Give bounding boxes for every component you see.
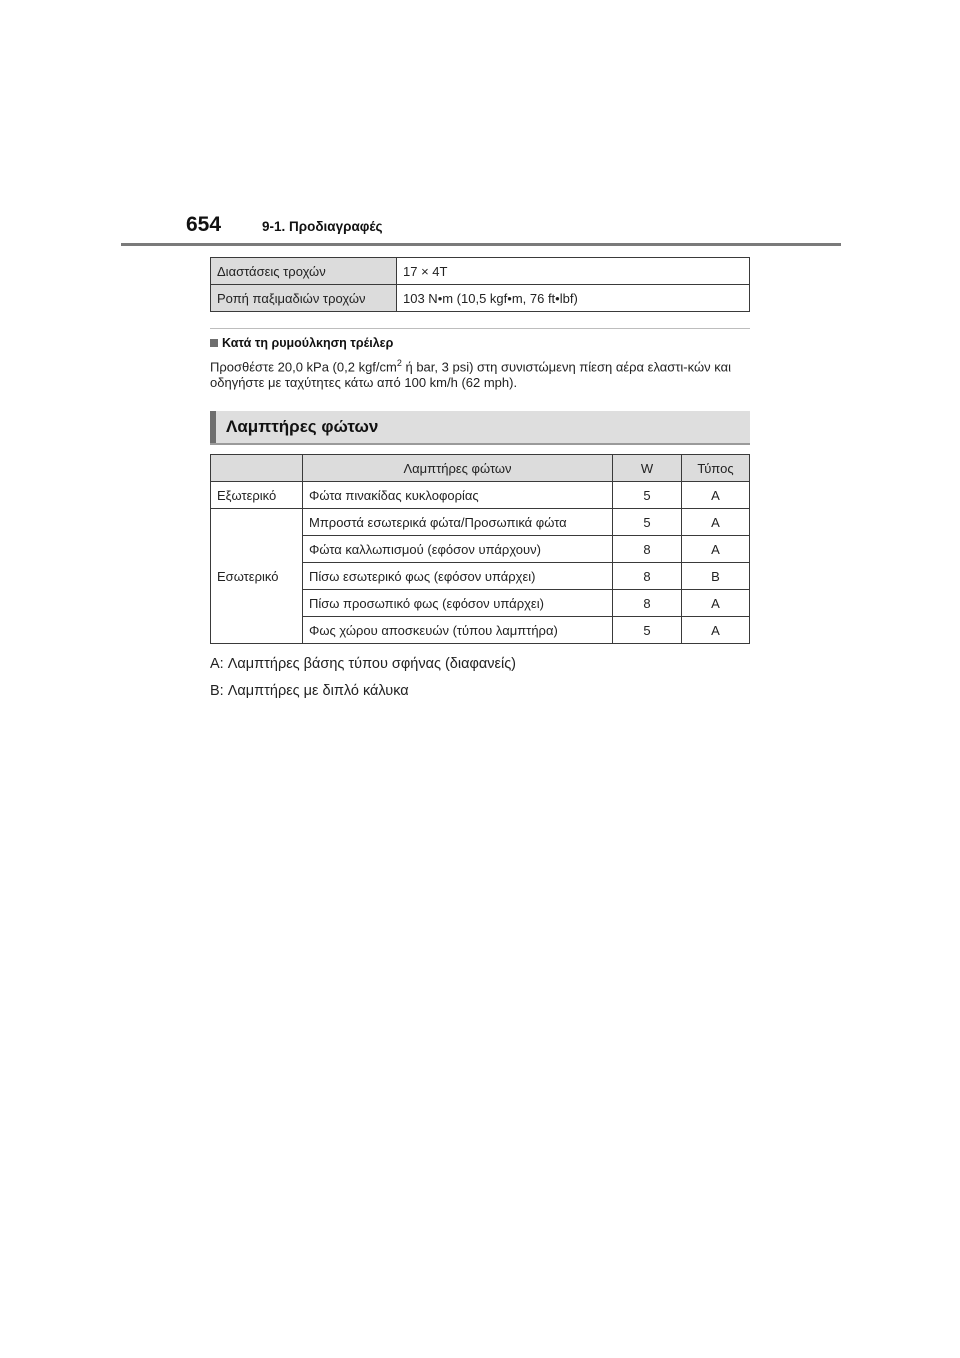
column-header-type: Τύπος [682,455,750,482]
trailer-text-part1: Προσθέστε 20,0 kPa (0,2 kgf/cm [210,359,397,375]
trailer-divider [210,328,750,329]
trailer-heading-text: Κατά τη ρυμούλκηση τρέιλερ [222,336,394,350]
trailer-heading [210,336,393,350]
bulb-watt: 5 [613,509,682,536]
table-header-row [211,455,750,482]
bulbs-section-banner [210,411,750,445]
wheel-size-label: Διαστάσεις τροχών [211,258,397,285]
location-interior: Εσωτερικό [211,509,303,644]
bulbs-section-title: Λαμπτήρες φώτων [226,417,379,436]
note-type-a: A: Λαμπτήρες βάσης τύπου σφήνας (διαφανείς) [210,656,517,672]
table-row [211,509,750,536]
section-title: 9-1. Προδιαγραφές [262,219,383,234]
trailer-paragraph [210,355,755,391]
bulb-name: Φώτα πινακίδας κυκλοφορίας [303,482,613,509]
square-bullet-icon [210,339,218,347]
banner-accent-bar [210,411,216,443]
bulb-type: A [682,482,750,509]
bulb-watt: 5 [613,617,682,644]
bulb-name: Φώτα καλλωπισμού (εφόσον υπάρχουν) [303,536,613,563]
table-row [211,258,750,285]
bulb-watt: 5 [613,482,682,509]
column-header-bulb: Λαμπτήρες φώτων [303,455,613,482]
column-header-watt: W [613,455,682,482]
lug-nut-torque-label: Ροπή παξιμαδιών τροχών [211,285,397,312]
bulb-watt: 8 [613,536,682,563]
bulb-type: A [682,617,750,644]
note-type-b: B: Λαμπτήρες με διπλό κάλυκα [210,683,409,699]
bulb-type: A [682,536,750,563]
bulb-watt: 8 [613,590,682,617]
bulb-type: B [682,563,750,590]
lug-nut-torque-value: 103 N•m (10,5 kgf•m, 76 ft•lbf) [397,285,750,312]
bulb-name: Μπροστά εσωτερικά φώτα/Προσωπικά φώτα [303,509,613,536]
location-exterior: Εξωτερικό [211,482,303,509]
bulb-name: Πίσω προσωπικό φως (εφόσον υπάρχει) [303,590,613,617]
column-header-location [211,455,303,482]
header-divider [121,243,841,246]
bulbs-table [210,454,750,644]
bulb-name: Πίσω εσωτερικό φως (εφόσον υπάρχει) [303,563,613,590]
page-number: 654 [186,213,222,236]
table-row [211,285,750,312]
wheel-size-value: 17 × 4T [397,258,750,285]
trailer-text-superscript: 2 [396,358,402,368]
bulb-type: A [682,509,750,536]
bulb-type: A [682,590,750,617]
bulb-watt: 8 [613,563,682,590]
bulb-name: Φως χώρου αποσκευών (τύπου λαμπτήρα) [303,617,613,644]
table-row [211,482,750,509]
trailer-text-part2: ή bar, 3 psi) στη συνιστώμενη πίεση αέρα ελαστι-κών και οδηγήστε με ταχύτητες κάτω από 100 km/h (62 mph). [210,359,731,391]
wheel-spec-table [210,257,750,312]
